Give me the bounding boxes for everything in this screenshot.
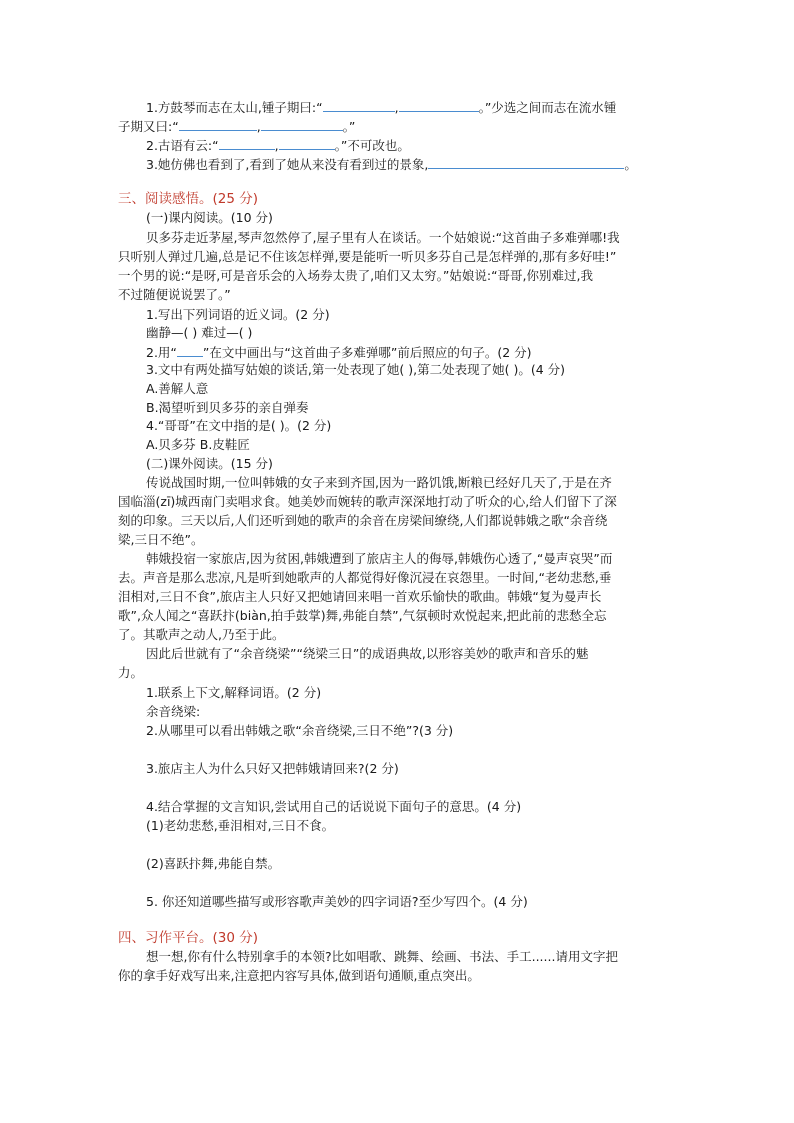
question-text: 1.方鼓琴而志在太山,锺子期曰:“ — [146, 100, 323, 115]
passage-line: 刻的印象。三天以后,人们还听到她的歌声的余音在房梁间缭绕,人们都说韩娥之歌“余音绕 — [118, 513, 608, 528]
section-title: 四、习作平台。 — [118, 930, 213, 946]
part-title: (二)课外阅读。(15 分) — [146, 456, 273, 471]
question-line — [146, 98, 616, 117]
passage-line: 力。 — [118, 665, 144, 680]
passage-line: 一个男的说:“是呀,可是音乐会的入场券太贵了,咱们又太穷。”姑娘说:“哥哥,你别难过,我 — [118, 268, 593, 283]
answer-blank[interactable] — [261, 117, 343, 131]
passage-line: 了。其歌声之动人,乃至于此。 — [118, 627, 285, 642]
passage-line: 因此后世就有了“余音绕梁”“绕梁三日”的成语典故,以形容美妙的歌声和音乐的魅 — [146, 646, 589, 661]
answer-blank[interactable] — [219, 136, 275, 150]
question-text: 。”不可改也。 — [334, 138, 410, 153]
question-text: 4.“哥哥”在文中指的是( )。(2 分) — [146, 418, 332, 433]
question-text: , — [256, 119, 261, 134]
question-text: 4.结合掌握的文言知识,尝试用自己的话说说下面句子的意思。(4 分) — [146, 799, 522, 814]
passage-line: 韩娥投宿一家旅店,因为贫困,韩娥遭到了旅店主人的侮辱,韩娥伤心透了,“曼声哀哭”而 — [146, 551, 613, 566]
passage-line: 去。声音是那么悲凉,凡是听到她歌声的人都觉得好像沉浸在哀怨里。一时间,“老幼悲愁,垂 — [118, 570, 612, 585]
section-heading — [118, 190, 258, 208]
question-words[interactable]: 幽静—( ) 难过—( ) — [146, 325, 253, 340]
question-text: 子期又曰:“ — [118, 119, 179, 134]
section-points: (25 分) — [212, 191, 259, 207]
option-a[interactable]: A.善解人意 — [146, 381, 209, 396]
question-line — [146, 343, 532, 362]
question-text: 。”少选之间而志在流水锺 — [478, 100, 617, 115]
question-text: 2.古语有云:“ — [146, 138, 219, 153]
question-text: 。 — [624, 157, 637, 172]
question-text: 3.旅店主人为什么只好又把韩娥请回来?(2 分) — [146, 761, 399, 776]
answer-blank[interactable] — [177, 343, 203, 357]
question-text: 。” — [342, 119, 356, 134]
prompt-line: 你的拿手好戏写出来,注意把内容写具体,做到语句通顺,重点突出。 — [118, 968, 480, 983]
answer-blank[interactable] — [279, 136, 335, 150]
question-text: 1.写出下列词语的近义词。(2 分) — [146, 307, 330, 322]
passage-line: 不过随便说说罢了。” — [118, 287, 231, 302]
passage-line: 歌”,众人闻之“喜跃抃(biàn,拍手鼓掌)舞,弗能自禁”,气氛顿时欢悦起来,把此前的悲愁全忘 — [118, 608, 607, 623]
passage-line: 贝多芬走近茅屋,琴声忽然停了,屋子里有人在谈话。一个姑娘说:“这首曲子多难弹哪!我 — [146, 230, 620, 245]
section-title: 三、阅读感悟。 — [118, 191, 213, 207]
question-text: 5. 你还知道哪些描写或形容歌声美妙的四字词语?至少写四个。(4 分) — [146, 894, 528, 909]
part-title: (一)课内阅读。(10 分) — [146, 210, 273, 225]
question-text: ”在文中画出与“这首曲子多难弹哪”前后照应的句子。(2 分) — [202, 345, 532, 360]
question-text: 3.文中有两处描写姑娘的谈话,第一处表现了她( ),第二处表现了她( )。(4 分) — [146, 362, 566, 377]
question-term: 余音绕梁: — [146, 704, 201, 719]
prompt-line: 想一想,你有什么特别拿手的本领?比如唱歌、跳舞、绘画、书法、手工......请用文字把 — [146, 949, 618, 964]
answer-blank[interactable] — [399, 98, 479, 112]
question-text: , — [394, 100, 399, 115]
passage-line: 梁,三日不绝”。 — [118, 532, 204, 547]
answer-blank[interactable] — [323, 98, 395, 112]
question-line — [118, 117, 355, 136]
question-text: 2.用“ — [146, 345, 177, 360]
question-text: 2.从哪里可以看出韩娥之歌“余音绕梁,三日不绝”?(3 分) — [146, 723, 454, 738]
question-sentence: (2)喜跃抃舞,弗能自禁。 — [146, 856, 281, 871]
passage-line: 传说战国时期,一位叫韩娥的女子来到齐国,因为一路饥饿,断粮已经好几天了,于是在齐 — [146, 475, 612, 490]
question-text: 3.她仿佛也看到了,看到了她从来没有看到过的景象, — [146, 157, 429, 172]
answer-blank[interactable] — [179, 117, 257, 131]
option-b[interactable]: B.渴望听到贝多芬的亲自弹奏 — [146, 400, 309, 415]
question-line — [146, 155, 637, 174]
options[interactable]: A.贝多芬 B.皮鞋匠 — [146, 437, 250, 452]
passage-line: 只听别人弹过几遍,总是记不住该怎样弹,要是能听一听贝多芬自己是怎样弹的,那有多好哇!” — [118, 249, 617, 264]
passage-line: 泪相对,三日不食”,旅店主人只好又把她请回来唱一首欢乐愉快的歌曲。韩娥“复为曼声长 — [118, 589, 602, 604]
answer-blank[interactable] — [428, 155, 624, 169]
passage-line: 国临淄(zī)城西南门卖唱求食。她美妙而婉转的歌声深深地打动了听众的心,给人们留下了深 — [118, 494, 617, 509]
question-sentence: (1)老幼悲愁,垂泪相对,三日不食。 — [146, 818, 335, 833]
question-text: 1.联系上下文,解释词语。(2 分) — [146, 685, 322, 700]
section-heading — [118, 929, 258, 947]
question-line — [146, 136, 410, 155]
section-points: (30 分) — [212, 930, 259, 946]
question-text: , — [274, 138, 279, 153]
